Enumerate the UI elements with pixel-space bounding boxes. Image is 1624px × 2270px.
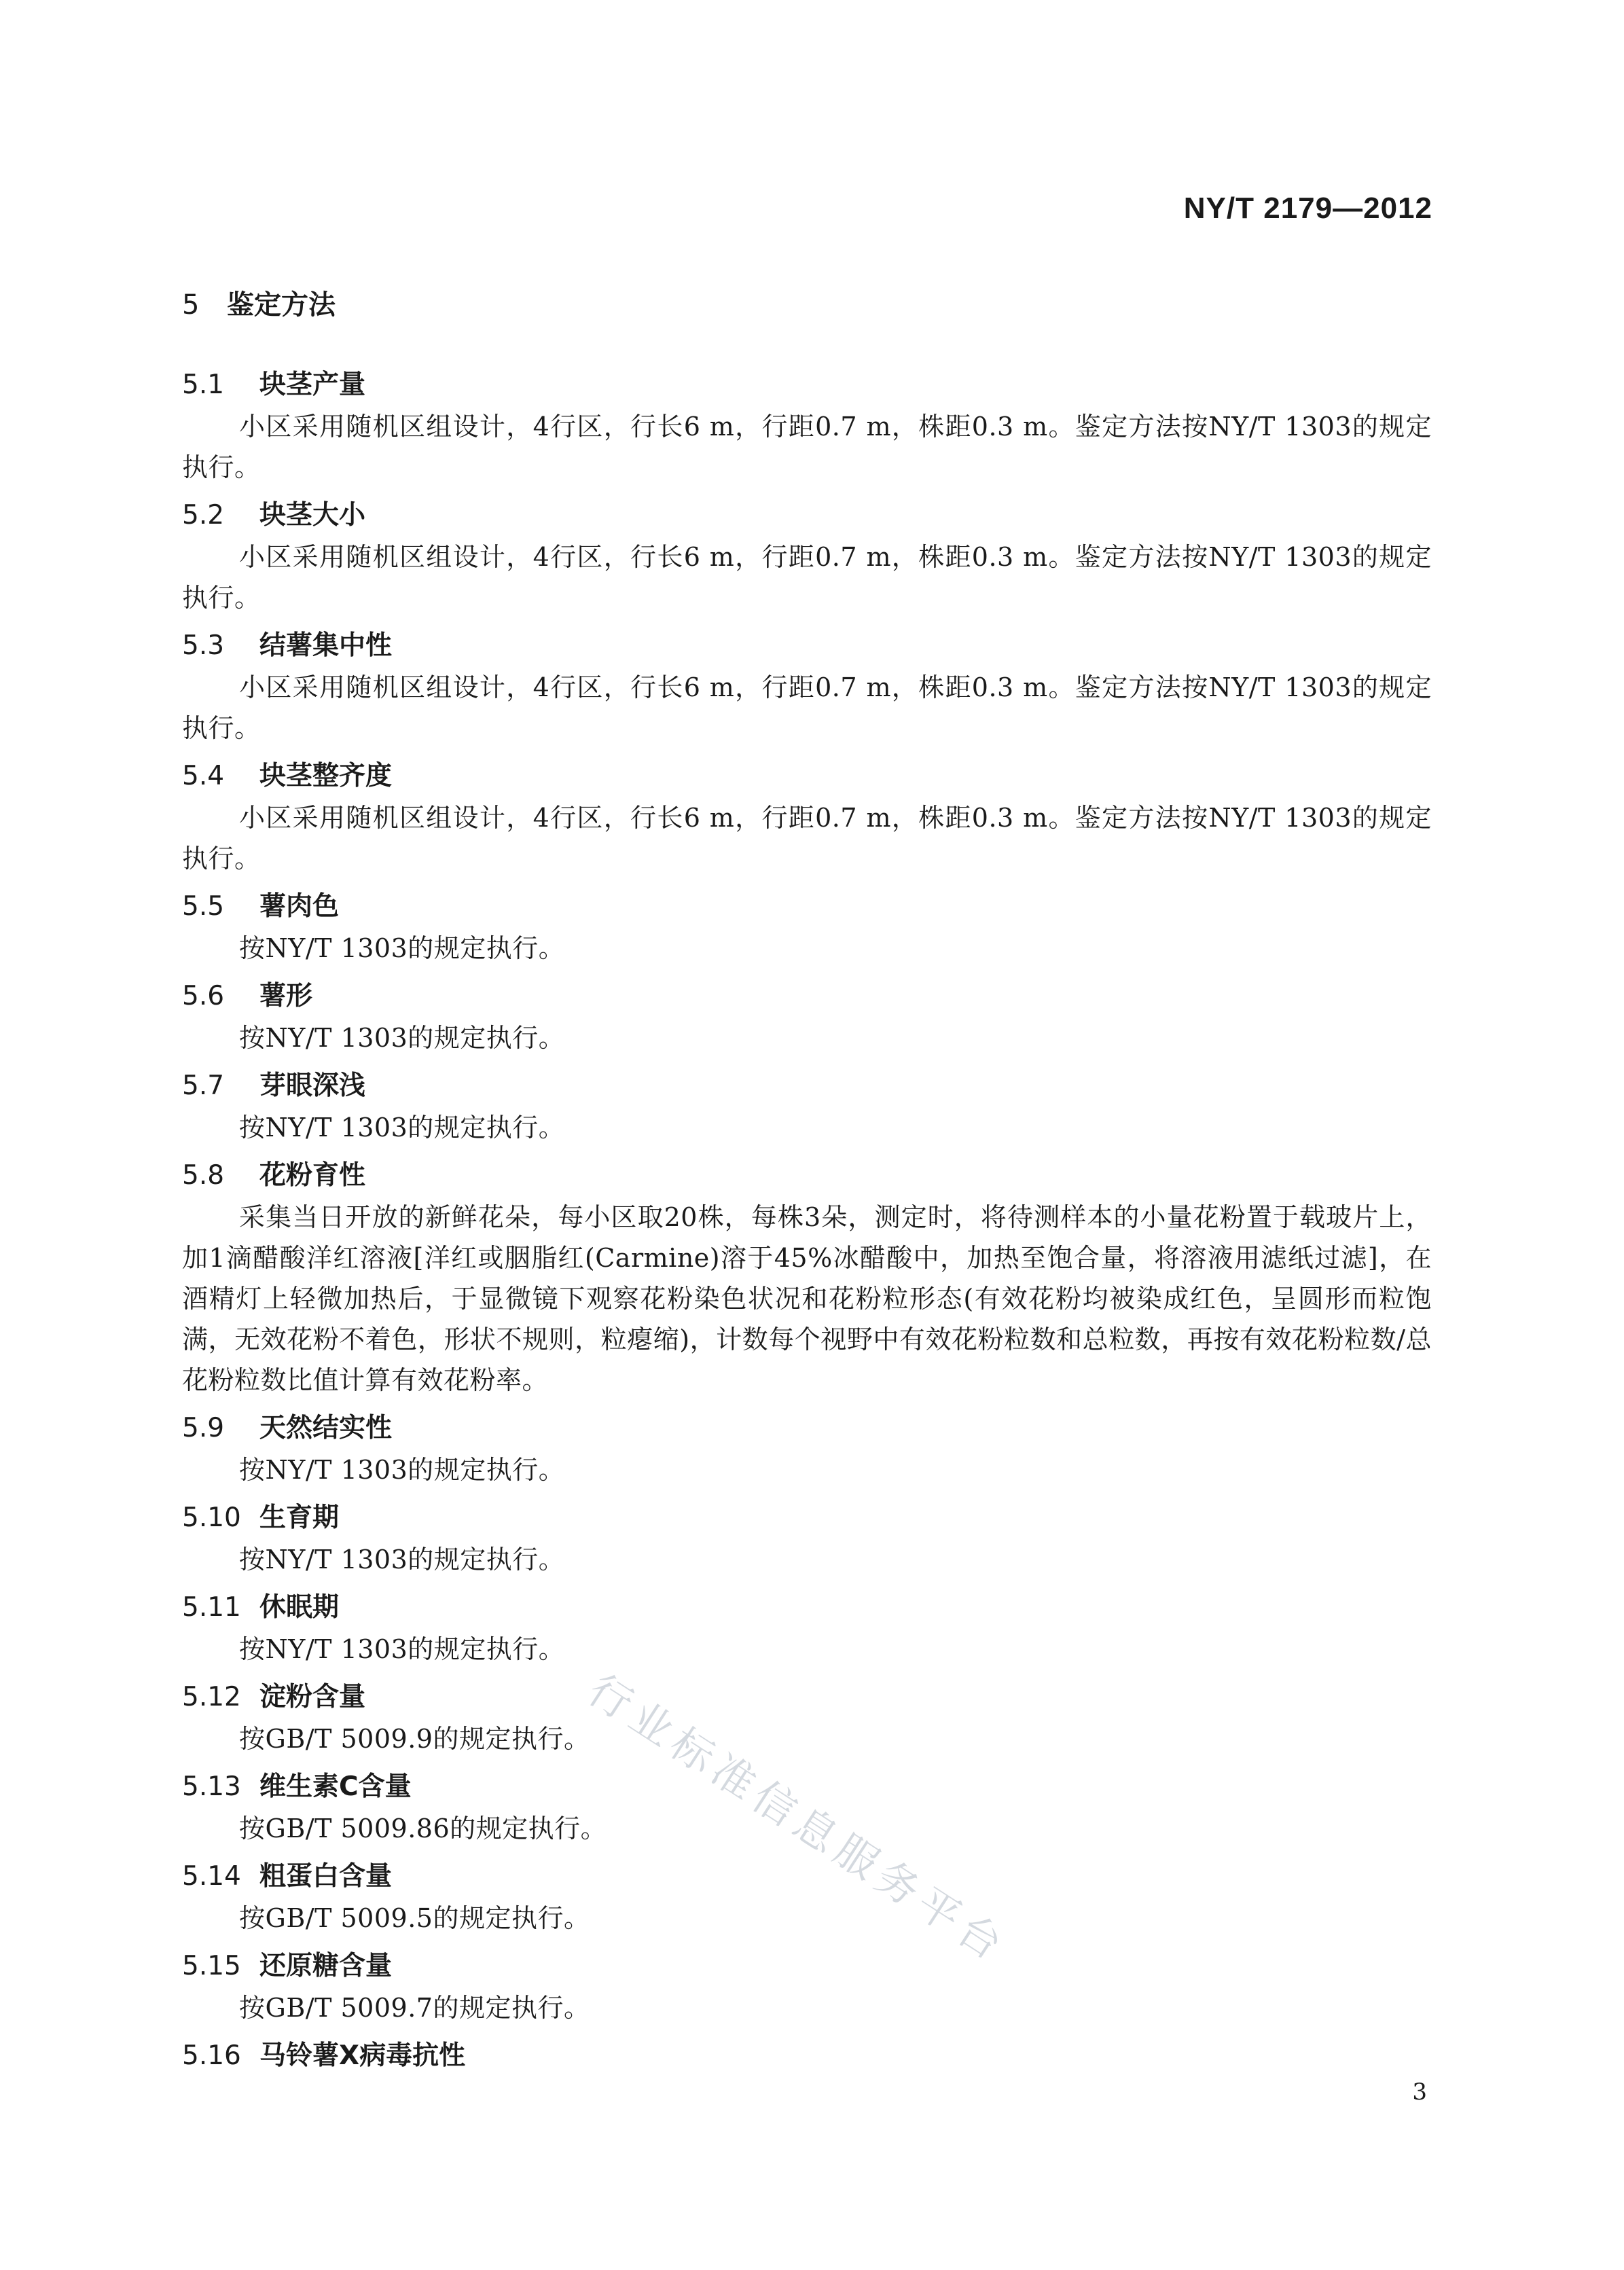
section-heading (182, 2035, 1432, 2077)
section-text: 采集当日开放的新鲜花朵，每小区取20株，每株3朵，测定时，将待测样本的小量花粉置于载玻片上，加1滴醋酸洋红溶液[洋红或胭脂红(Carmine)溶于45%冰醋酸中，加热至饱合量，将溶液用滤纸过滤]，在酒精灯上轻微加热后，于显微镜下观察花粉染色状况和花粉粒形态(有效花粉均被染成红色，呈圆形而粒饱满，无效花粉不着色，形状不规则，粒瘪缩)，计数每个视野中有效花粉粒数和总粒数，再按有效花粉粒数/总花粉粒数比值计算有效花粉率。 (182, 1202, 1432, 1395)
section-heading (182, 755, 1432, 797)
section-title: 薯肉色 (259, 891, 340, 922)
section-title: 块茎大小 (259, 500, 366, 530)
section-title: 天然结实性 (259, 1413, 393, 1443)
section-heading (182, 1065, 1432, 1107)
section-heading (182, 494, 1432, 537)
section-5-2 (182, 494, 1432, 618)
chapter-heading (182, 285, 1432, 325)
section-title: 芽眼深浅 (259, 1070, 366, 1101)
section-heading (182, 364, 1432, 406)
section-heading (182, 1155, 1432, 1197)
section-text: 按GB/T 5009.9的规定执行。 (239, 1724, 590, 1754)
section-5-12 (182, 1676, 1432, 1759)
section-5-10 (182, 1497, 1432, 1580)
section-5-5 (182, 886, 1432, 969)
section-heading (182, 1856, 1432, 1898)
section-5-3 (182, 625, 1432, 749)
section-text: 按NY/T 1303的规定执行。 (239, 1634, 565, 1664)
section-number: 5.12 (182, 1682, 241, 1712)
section-5-1 (182, 364, 1432, 488)
section-number: 5.13 (182, 1771, 241, 1802)
section-text: 按GB/T 5009.86的规定执行。 (239, 1814, 607, 1843)
section-number: 5.7 (182, 1070, 225, 1101)
section-heading (182, 625, 1432, 667)
section-text: 按NY/T 1303的规定执行。 (239, 933, 565, 963)
section-title: 维生素C含量 (259, 1771, 412, 1802)
section-heading (182, 1497, 1432, 1539)
section-number: 5.1 (182, 370, 225, 400)
section-title: 薯形 (259, 981, 313, 1011)
section-heading (182, 1587, 1432, 1629)
section-number: 5.11 (182, 1592, 241, 1623)
section-number: 5.3 (182, 630, 225, 661)
section-text: 按NY/T 1303的规定执行。 (239, 1113, 565, 1142)
section-heading (182, 1407, 1432, 1449)
section-title: 还原糖含量 (259, 1951, 393, 1981)
section-text: 按GB/T 5009.7的规定执行。 (239, 1993, 590, 2023)
section-text: 按NY/T 1303的规定执行。 (239, 1023, 565, 1053)
section-5-4 (182, 755, 1432, 879)
section-title: 块茎产量 (259, 370, 366, 400)
section-5-6 (182, 975, 1432, 1058)
page-number: 3 (1412, 2078, 1427, 2106)
section-number: 5.5 (182, 891, 225, 922)
section-text: 按GB/T 5009.5的规定执行。 (239, 1903, 590, 1933)
section-text: 按NY/T 1303的规定执行。 (239, 1455, 565, 1485)
section-number: 5.16 (182, 2040, 241, 2071)
section-5-7 (182, 1065, 1432, 1148)
section-5-16 (182, 2035, 1432, 2077)
section-title: 粗蛋白含量 (259, 1861, 393, 1892)
section-title: 结薯集中性 (259, 630, 393, 661)
section-number: 5.2 (182, 500, 225, 530)
section-title: 块茎整齐度 (259, 761, 393, 791)
document-code: NY/T 2179—2012 (1183, 192, 1432, 225)
section-title: 淀粉含量 (259, 1682, 366, 1712)
watermark: 行业标准信息服务平台 (579, 1664, 1017, 1973)
section-text: 小区采用随机区组设计，4行区，行长6 m，行距0.7 m，株距0.3 m。鉴定方法按NY/T 1303的规定执行。 (182, 672, 1432, 743)
section-text: 小区采用随机区组设计，4行区，行长6 m，行距0.7 m，株距0.3 m。鉴定方法按NY/T 1303的规定执行。 (182, 412, 1432, 482)
section-number: 5.14 (182, 1861, 241, 1892)
section-number: 5.15 (182, 1951, 241, 1981)
section-5-11 (182, 1587, 1432, 1670)
section-number: 5.10 (182, 1502, 241, 1533)
section-5-9 (182, 1407, 1432, 1490)
section-number: 5.8 (182, 1160, 225, 1191)
section-heading (182, 886, 1432, 928)
section-5-14 (182, 1856, 1432, 1939)
chapter-number: 5 (182, 289, 200, 321)
section-5-15 (182, 1945, 1432, 2028)
section-number: 5.6 (182, 981, 225, 1011)
section-title: 生育期 (259, 1502, 340, 1533)
section-title: 休眠期 (259, 1592, 340, 1623)
section-title: 马铃薯X病毒抗性 (259, 2040, 466, 2071)
section-text: 按NY/T 1303的规定执行。 (239, 1545, 565, 1574)
section-number: 5.9 (182, 1413, 225, 1443)
section-heading (182, 975, 1432, 1017)
section-number: 5.4 (182, 761, 225, 791)
section-title: 花粉育性 (259, 1160, 366, 1191)
section-text: 小区采用随机区组设计，4行区，行长6 m，行距0.7 m，株距0.3 m。鉴定方法按NY/T 1303的规定执行。 (182, 542, 1432, 613)
section-heading (182, 1676, 1432, 1718)
section-heading (182, 1945, 1432, 1987)
section-text: 小区采用随机区组设计，4行区，行长6 m，行距0.7 m，株距0.3 m。鉴定方法按NY/T 1303的规定执行。 (182, 803, 1432, 873)
chapter-title: 鉴定方法 (227, 289, 336, 321)
section-5-8 (182, 1155, 1432, 1401)
